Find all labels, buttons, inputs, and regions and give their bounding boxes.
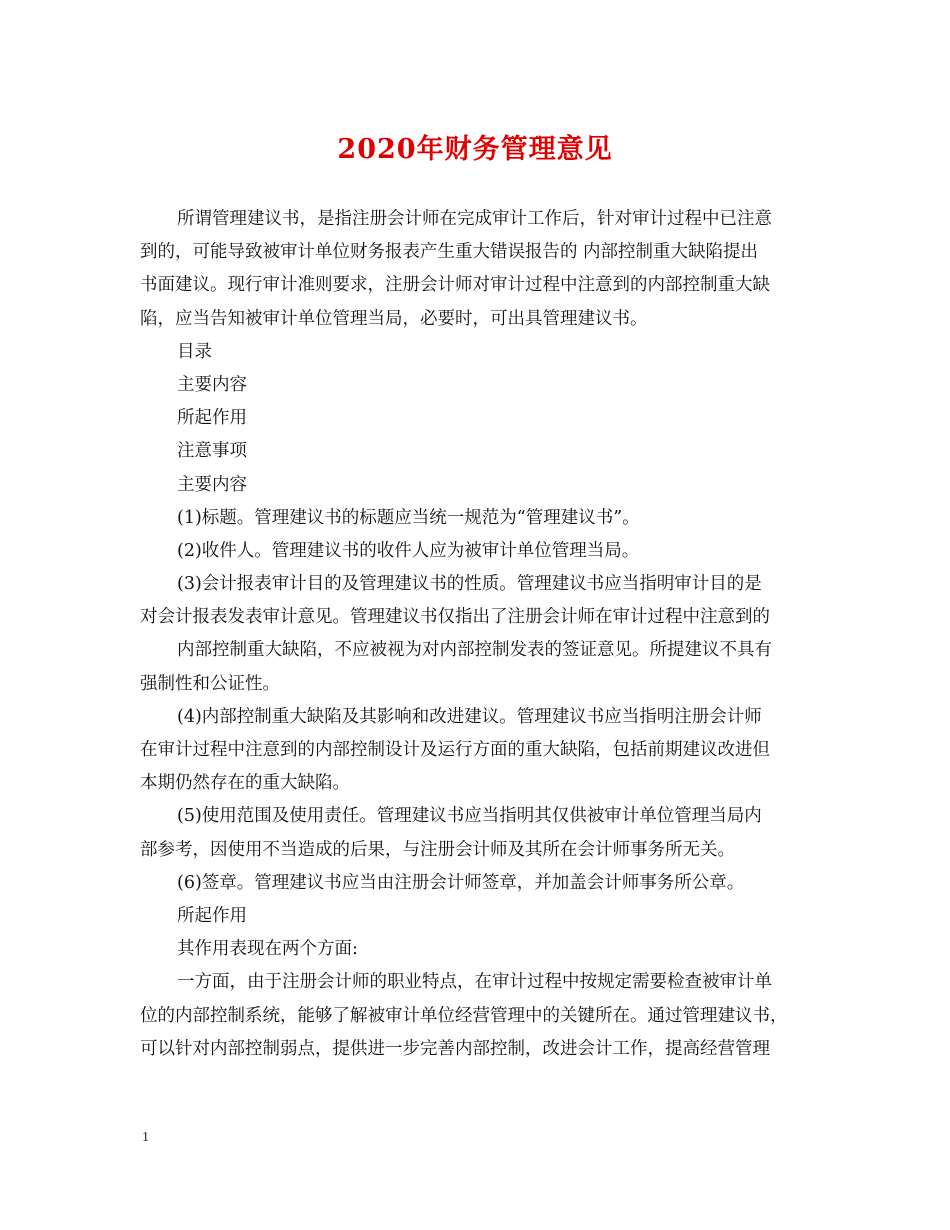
- paragraph-line: 内部控制重大缺陷，不应被视为对内部控制发表的签证意见。所提建议不具有: [177, 640, 772, 661]
- paragraph-line: 部参考，因使用不当造成的后果，与注册会计师及其所在会计师事务所无关。: [140, 839, 735, 860]
- paragraph-line: 对会计报表发表审计意见。管理建议书仅指出了注册会计师在审计过程中注意到的: [140, 607, 770, 628]
- toc-item: 所起作用: [177, 408, 247, 429]
- paragraph-line: 书面建议。现行审计准则要求，注册会计师对审计过程中注意到的内部控制重大缺: [140, 275, 770, 296]
- toc-item: 注意事项: [177, 441, 247, 462]
- paragraph-line: 陷，应当告知被审计单位管理当局，必要时，可出具管理建议书。: [140, 308, 648, 329]
- section-heading: 主要内容: [177, 474, 247, 495]
- paragraph-line: (2)收件人。管理建议书的收件人应为被审计单位管理当局。: [177, 540, 640, 561]
- document-title: 2020年财务管理意见: [337, 134, 613, 165]
- paragraph-line: (4)内部控制重大缺陷及其影响和改进建议。管理建议书应当指明注册会计师: [177, 706, 762, 727]
- paragraph-line: 到的，可能导致被审计单位财务报表产生重大错误报告的 内部控制重大缺陷提出: [140, 242, 759, 263]
- paragraph-line: (6)签章。管理建议书应当由注册会计师签章，并加盖会计师事务所公章。: [177, 872, 745, 893]
- page-number: 1: [142, 1130, 149, 1145]
- toc-item: 主要内容: [177, 374, 247, 395]
- paragraph-line: (3)会计报表审计目的及管理建议书的性质。管理建议书应当指明审计目的是: [177, 574, 762, 595]
- paragraph-line: 位的内部控制系统，能够了解被审计单位经营管理中的关键所在。通过管理建议书，: [140, 1005, 788, 1026]
- document-body: [140, 203, 812, 1066]
- paragraph-line: 本期仍然存在的重大缺陷。: [140, 773, 350, 794]
- paragraph-line: 其作用表现在两个方面:: [177, 939, 358, 960]
- toc-heading: 目录: [177, 341, 212, 362]
- section-heading: 所起作用: [177, 905, 247, 926]
- paragraph-line: 在审计过程中注意到的内部控制设计及运行方面的重大缺陷，包括前期建议改进但: [140, 740, 770, 760]
- paragraph-line: (1)标题。管理建议书的标题应当统一规范为“管理建议书”。: [177, 507, 640, 528]
- paragraph-line: 强制性和公证性。: [140, 673, 280, 694]
- paragraph-line: 所谓管理建议书，是指注册会计师在完成审计工作后，针对审计过程中已注意: [177, 209, 772, 229]
- paragraph-line: 可以针对内部控制弱点，提供进一步完善内部控制，改进会计工作，提高经营管理: [140, 1038, 770, 1059]
- paragraph-line: (5)使用范围及使用责任。管理建议书应当指明其仅供被审计单位管理当局内: [177, 806, 762, 827]
- paragraph-line: 一方面，由于注册会计师的职业特点，在审计过程中按规定需要检查被审计单: [177, 972, 772, 993]
